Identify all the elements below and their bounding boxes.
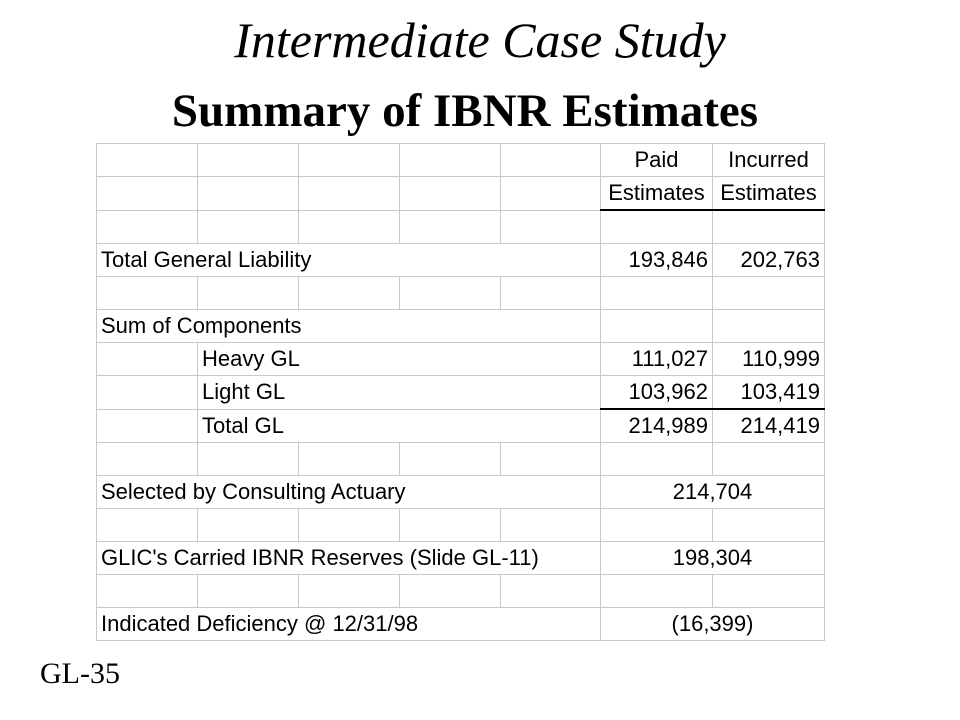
carried-reserves-value: 198,304 [601, 542, 825, 575]
table-row [97, 177, 825, 211]
table-row [97, 144, 825, 177]
table-row [97, 376, 825, 410]
light-gl-incurred: 103,419 [713, 376, 825, 410]
selected-by-actuary-label: Selected by Consulting Actuary [97, 476, 601, 509]
paid-header-top: Paid [601, 144, 713, 177]
table-row [97, 608, 825, 641]
table-row [97, 575, 825, 608]
table-row [97, 277, 825, 310]
table-row [97, 210, 825, 244]
table-row [97, 443, 825, 476]
slide-title-line2: Summary of IBNR Estimates [171, 85, 759, 137]
table-row [97, 476, 825, 509]
heavy-gl-paid: 111,027 [601, 343, 713, 376]
heavy-gl-label: Heavy GL [198, 343, 601, 376]
indicated-deficiency-value: (16,399) [601, 608, 825, 641]
table-row [97, 244, 825, 277]
table-row [97, 310, 825, 343]
table-row [97, 343, 825, 376]
total-gl-paid: 214,989 [601, 409, 713, 443]
table-row [97, 409, 825, 443]
carried-reserves-label: GLIC's Carried IBNR Reserves (Slide GL-11) [97, 542, 601, 575]
slide-title-line1: Intermediate Case Study [234, 12, 726, 68]
table-row [97, 542, 825, 575]
heavy-gl-incurred: 110,999 [713, 343, 825, 376]
light-gl-label: Light GL [198, 376, 601, 410]
light-gl-paid: 103,962 [601, 376, 713, 410]
total-general-liability-paid: 193,846 [601, 244, 713, 277]
indicated-deficiency-label: Indicated Deficiency @ 12/31/98 [97, 608, 601, 641]
paid-header-bottom: Estimates [601, 177, 713, 211]
sum-of-components-label: Sum of Components [97, 310, 601, 343]
incurred-header-top: Incurred [713, 144, 825, 177]
total-general-liability-incurred: 202,763 [713, 244, 825, 277]
total-general-liability-label: Total General Liability [97, 244, 601, 277]
slide-number: GL-35 [40, 657, 120, 690]
incurred-header-bottom: Estimates [713, 177, 825, 211]
selected-by-actuary-value: 214,704 [601, 476, 825, 509]
total-gl-incurred: 214,419 [713, 409, 825, 443]
ibnr-summary-table [96, 143, 825, 641]
table-row [97, 509, 825, 542]
total-gl-label: Total GL [198, 409, 601, 443]
